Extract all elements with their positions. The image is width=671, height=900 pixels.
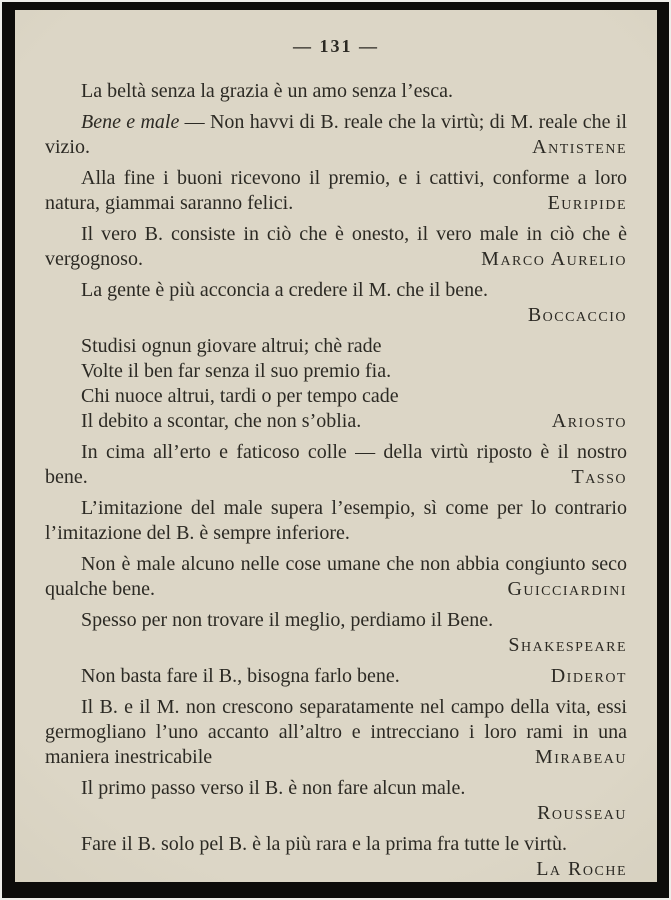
quote-text: Non è male alcuno nelle cose umane che non abbia congiunto seco qualche bene. [45,553,627,600]
quote-text: Non basta fare il B., bisogna farlo bene. [81,665,400,687]
quote-paragraph [45,166,627,216]
book-page [15,10,657,882]
quote-paragraph [45,79,627,104]
quote-text: Fare il B. solo pel B. è la più rara e la prima fra tutte le virtù. [81,833,567,855]
quote-paragraph [45,695,627,770]
quote-author: Rousseau [537,802,627,824]
quote-text: Il primo passo verso il B. è non fare alcun male. [81,777,466,799]
quote-text: Il B. e il M. non crescono separatamente nel campo della vita, essi germogliano l’uno accanto all’altro e intrecciano i loro rami in una maniera inestricabile [45,696,627,768]
verse-line: Chi nuoce altrui, tardi o per tempo cade [81,385,399,407]
quote-paragraph [45,222,627,272]
quote-text: La gente è più acconcia a credere il M. che il bene. [81,279,489,301]
quote-author: Ariosto [551,410,627,432]
verse-paragraph [45,334,627,434]
quote-paragraph [45,110,627,160]
quote-author: Tasso [571,466,627,488]
quote-author: Mirabeau [534,746,627,768]
quote-text: L’imitazione del male supera l’esempio, sì come per lo contrario l’imitazione del B. è sempre inferiore. [45,497,627,544]
quote-author: Boccaccio [527,304,627,326]
quote-paragraph [45,440,627,490]
quote-author: Guicciardini [507,578,627,600]
quote-author: Shakespeare [508,634,627,656]
quote-paragraph [45,608,627,658]
quote-paragraph [45,496,627,546]
quote-author: Antistene [532,136,627,158]
quote-paragraph [45,552,627,602]
quote-text: Alla fine i buoni ricevono il premio, e i cattivi, conforme a loro natura, giammai saranno felici. [45,167,627,214]
quote-author: Marco Aurelio [481,248,627,270]
quote-text: La beltà senza la grazia è un amo senza l’esca. [81,80,454,102]
verse-line-text: Il debito a scontar, che non s’oblia. [81,410,362,432]
quote-text: Il vero B. consiste in ciò che è onesto, il vero male in ciò che è vergognoso. [45,223,627,270]
quote-author: La Roche [536,858,627,880]
page-number: — 131 — [293,36,379,56]
verse-line: Studisi ognun giovare altrui; chè rade [81,335,382,357]
quote-paragraph [45,664,627,689]
quote-author: Euripide [547,192,627,214]
quote-author: Diderot [550,665,627,687]
verse-line: Volte il ben far senza il suo premio fia. [81,360,392,382]
quote-text: In cima all’erto e faticoso colle — della virtù riposto è il nostro bene. [45,441,627,488]
quote-text: Spesso per non trovare il meglio, perdiamo il Bene. [81,609,494,631]
verse-line [81,409,627,434]
quote-text: — Non havvi di B. reale che la virtù; di M. reale che il vizio. [45,111,627,158]
quote-lead: Bene e male [81,111,180,133]
quote-paragraph [45,776,627,826]
quote-paragraph [45,832,627,882]
quote-paragraph [45,278,627,328]
